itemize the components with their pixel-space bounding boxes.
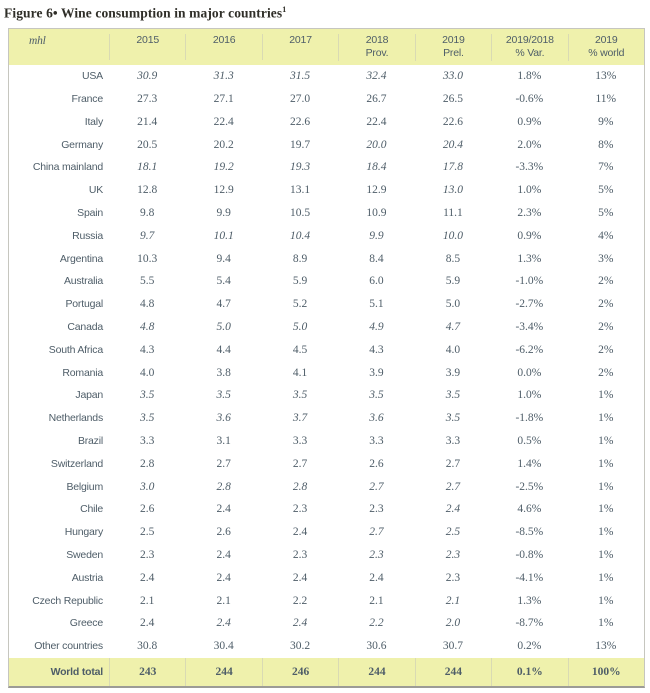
world-share-cell: 1% (598, 548, 614, 561)
table-row (9, 635, 644, 658)
value-cell: 2.4 (216, 617, 231, 630)
value-cell: 2.4 (216, 571, 231, 584)
variation-cell: -1.8% (515, 412, 544, 425)
value-cell: 5.5 (140, 275, 155, 288)
value-cell: 2.3 (292, 503, 308, 516)
value-cell: 30.9 (137, 70, 158, 83)
column-header-5 (415, 34, 491, 61)
value-cell: 8.9 (292, 252, 308, 265)
value-cell: 21.4 (137, 115, 158, 128)
variation-cell: 0.5% (517, 434, 542, 447)
variation-cell: -2.7% (515, 298, 544, 311)
figure-title (0, 0, 650, 28)
value-cell: 12.9 (366, 184, 387, 197)
value-cell: 3.5 (292, 389, 308, 402)
value-cell: 3.5 (216, 389, 231, 402)
world-share-cell: 2% (598, 275, 614, 288)
variation-cell: -3.4% (515, 320, 544, 333)
country-label: Greece (69, 617, 103, 630)
variation-cell: 0.9% (517, 115, 542, 128)
variation-cell: -4.1% (515, 571, 544, 584)
variation-cell: 0.0% (517, 366, 542, 379)
value-cell: 3.5 (140, 412, 155, 425)
value-cell: 2.5 (445, 526, 461, 539)
value-cell: 2.1 (369, 594, 384, 607)
value-cell: 20.4 (442, 138, 463, 151)
variation-cell: 1.0% (517, 389, 542, 402)
column-header-line2: Prov. (365, 47, 389, 60)
country-label: Spain (77, 206, 103, 219)
value-cell: 4.8 (140, 298, 155, 311)
variation-cell: 0.2% (517, 640, 542, 653)
value-cell: 32.4 (366, 70, 387, 83)
world-share-cell: 3% (598, 252, 614, 265)
table-row (9, 270, 644, 293)
value-cell: 22.6 (442, 115, 463, 128)
value-cell: 4.7 (216, 298, 231, 311)
variation-cell: -2.5% (515, 480, 544, 493)
total-variation-cell: 0.1% (491, 658, 567, 686)
variation-cell: 1.3% (517, 594, 542, 607)
country-label: Canada (67, 320, 103, 333)
country-label: Russia (72, 229, 103, 242)
value-cell: 10.3 (137, 252, 158, 265)
value-cell: 2.5 (140, 526, 155, 539)
value-cell: 19.7 (290, 138, 311, 151)
column-header-line1: 2015 (136, 33, 159, 46)
country-label: Romania (62, 366, 103, 379)
value-cell: 2.3 (445, 571, 461, 584)
column-header-2 (185, 34, 261, 60)
value-cell: 30.2 (290, 640, 311, 653)
country-label: Austria (71, 571, 103, 584)
variation-cell: -1.0% (515, 275, 544, 288)
table-row (9, 612, 644, 635)
value-cell: 2.6 (369, 457, 384, 470)
world-share-cell: 1% (598, 503, 614, 516)
column-header-line2: Prel. (443, 47, 464, 60)
value-cell: 2.7 (369, 526, 384, 539)
value-cell: 5.4 (216, 275, 231, 288)
country-label: Argentina (59, 252, 103, 265)
figure-title-footnote-marker: 1 (282, 5, 287, 14)
world-share-cell: 1% (598, 389, 614, 402)
value-cell: 4.1 (292, 366, 308, 379)
value-cell: 30.4 (213, 640, 234, 653)
table-row (9, 224, 644, 247)
value-cell: 2.7 (445, 457, 461, 470)
value-cell: 2.3 (369, 503, 384, 516)
value-cell: 27.1 (213, 92, 234, 105)
table-footer (9, 658, 644, 686)
value-cell: 2.4 (216, 503, 231, 516)
value-cell: 30.8 (137, 640, 158, 653)
value-cell: 3.5 (140, 389, 155, 402)
value-cell: 3.9 (369, 366, 384, 379)
value-cell: 33.0 (442, 70, 463, 83)
world-share-cell: 13% (595, 70, 617, 83)
value-cell: 9.9 (369, 229, 384, 242)
table-row (9, 88, 644, 111)
value-cell: 2.4 (216, 548, 231, 561)
world-share-cell: 5% (598, 206, 614, 219)
variation-cell: 1.8% (517, 70, 542, 83)
value-cell: 9.8 (140, 206, 155, 219)
table-row (9, 202, 644, 225)
column-header-7 (568, 34, 644, 61)
table-row (9, 293, 644, 316)
column-header-line1: 2017 (289, 33, 312, 46)
value-cell: 5.9 (445, 275, 461, 288)
country-label: Netherlands (48, 412, 103, 425)
variation-cell: 2.3% (517, 206, 542, 219)
value-cell: 3.0 (140, 480, 155, 493)
value-cell: 8.4 (369, 252, 384, 265)
value-cell: 2.7 (216, 457, 231, 470)
value-cell: 2.4 (140, 617, 155, 630)
column-header-line2: % Var. (515, 47, 545, 60)
variation-cell: -0.6% (515, 92, 544, 105)
value-cell: 2.3 (369, 548, 384, 561)
value-cell: 8.5 (445, 252, 461, 265)
variation-cell: 1.0% (517, 184, 542, 197)
column-header-1 (109, 34, 185, 60)
world-share-cell: 1% (598, 434, 614, 447)
world-share-cell: 1% (598, 617, 614, 630)
value-cell: 3.3 (140, 434, 155, 447)
value-cell: 3.5 (445, 389, 461, 402)
world-share-cell: 1% (598, 571, 614, 584)
value-cell: 9.7 (140, 229, 155, 242)
value-cell: 4.5 (292, 343, 308, 356)
value-cell: 9.4 (216, 252, 231, 265)
value-cell: 10.0 (442, 229, 463, 242)
country-label: Czech Republic (32, 594, 103, 607)
table-body (9, 65, 644, 658)
value-cell: 9.9 (216, 206, 231, 219)
value-cell: 18.4 (366, 161, 387, 174)
value-cell: 3.3 (292, 434, 308, 447)
value-cell: 2.3 (292, 548, 308, 561)
value-cell: 4.0 (140, 366, 155, 379)
country-label: France (71, 92, 103, 105)
world-share-cell: 1% (598, 480, 614, 493)
value-cell: 27.0 (290, 92, 311, 105)
variation-cell: 0.9% (517, 229, 542, 242)
value-cell: 12.9 (213, 184, 234, 197)
country-label: Portugal (65, 298, 103, 311)
country-label: South Africa (48, 343, 103, 356)
world-share-cell: 13% (595, 640, 617, 653)
table-row (9, 521, 644, 544)
value-cell: 3.8 (216, 366, 231, 379)
world-share-cell: 2% (598, 298, 614, 311)
value-cell: 2.8 (216, 480, 231, 493)
value-cell: 10.9 (366, 206, 387, 219)
table-row (9, 110, 644, 133)
value-cell: 19.3 (290, 161, 311, 174)
value-cell: 12.8 (137, 184, 158, 197)
world-share-cell: 2% (598, 366, 614, 379)
value-cell: 30.7 (442, 640, 463, 653)
world-share-cell: 2% (598, 343, 614, 356)
table-row (9, 156, 644, 179)
value-cell: 5.0 (292, 320, 308, 333)
unit-label: mhl (29, 34, 46, 47)
total-world-share-cell: 100% (568, 658, 644, 686)
world-share-cell: 5% (598, 184, 614, 197)
country-label: Brazil (77, 434, 103, 447)
country-label: China mainland (32, 161, 103, 174)
value-cell: 19.2 (213, 161, 234, 174)
column-header-line1: 2019/2018 (505, 33, 554, 46)
table-row (9, 179, 644, 202)
value-cell: 26.5 (442, 92, 463, 105)
value-cell: 18.1 (137, 161, 158, 174)
value-cell: 3.7 (292, 412, 308, 425)
column-header-6 (491, 34, 567, 61)
value-cell: 2.2 (292, 594, 308, 607)
value-cell: 2.4 (445, 503, 461, 516)
variation-cell: 1.3% (517, 252, 542, 265)
value-cell: 2.4 (292, 571, 308, 584)
value-cell: 2.1 (216, 594, 231, 607)
value-cell: 3.6 (216, 412, 231, 425)
value-cell: 11.1 (443, 206, 463, 219)
world-share-cell: 9% (598, 115, 614, 128)
value-cell: 4.7 (445, 320, 461, 333)
value-cell: 3.5 (369, 389, 384, 402)
table-row (9, 361, 644, 384)
value-cell: 3.5 (445, 412, 461, 425)
table-row (9, 384, 644, 407)
world-share-cell: 4% (598, 229, 614, 242)
column-header-3 (262, 34, 338, 60)
value-cell: 2.4 (140, 571, 155, 584)
value-cell: 3.3 (445, 434, 461, 447)
value-cell: 13.0 (442, 184, 463, 197)
value-cell: 26.7 (366, 92, 387, 105)
value-cell: 20.5 (137, 138, 158, 151)
value-cell: 31.5 (290, 70, 311, 83)
value-cell: 2.6 (216, 526, 231, 539)
variation-cell: 4.6% (517, 503, 542, 516)
value-cell: 10.5 (290, 206, 311, 219)
value-cell: 4.8 (140, 320, 155, 333)
column-header-line1: 2018 (365, 33, 389, 46)
value-cell: 2.4 (292, 526, 308, 539)
variation-cell: -8.7% (515, 617, 544, 630)
value-cell: 2.7 (369, 480, 384, 493)
value-cell: 4.4 (216, 343, 231, 356)
value-cell: 2.8 (292, 480, 308, 493)
country-label: Australia (63, 275, 103, 288)
value-cell: 3.1 (216, 434, 231, 447)
wine-consumption-table (8, 28, 645, 688)
value-cell: 2.4 (292, 617, 308, 630)
country-label: Switzerland (50, 457, 103, 470)
variation-cell: -3.3% (515, 161, 544, 174)
value-cell: 2.4 (369, 571, 384, 584)
value-cell: 3.9 (445, 366, 461, 379)
country-label: Other countries (34, 640, 103, 653)
world-share-cell: 1% (598, 526, 614, 539)
table-header (9, 29, 644, 65)
column-header-line1: 2016 (212, 33, 236, 46)
value-cell: 17.8 (442, 161, 463, 174)
variation-cell: -8.5% (515, 526, 544, 539)
value-cell: 20.0 (366, 138, 387, 151)
world-share-cell: 1% (598, 412, 614, 425)
value-cell: 2.6 (140, 503, 155, 516)
world-total-label: World total (50, 665, 103, 678)
value-cell: 31.3 (213, 70, 234, 83)
total-value-cell: 246 (262, 658, 338, 686)
value-cell: 30.6 (366, 640, 387, 653)
value-cell: 2.7 (292, 457, 308, 470)
value-cell: 5.1 (369, 298, 384, 311)
value-cell: 2.0 (445, 617, 461, 630)
value-cell: 5.0 (216, 320, 231, 333)
variation-cell: -6.2% (515, 343, 544, 356)
value-cell: 3.6 (369, 412, 384, 425)
value-cell: 5.9 (292, 275, 308, 288)
variation-cell: -0.8% (515, 548, 544, 561)
table-row (9, 452, 644, 475)
column-header-4 (338, 34, 414, 61)
country-label: USA (82, 70, 103, 83)
table-row (9, 65, 644, 88)
value-cell: 3.3 (369, 434, 384, 447)
value-cell: 10.4 (290, 229, 311, 242)
value-cell: 13.1 (290, 184, 311, 197)
figure-title-text: Figure 6• Wine consumption in major countries (4, 5, 283, 21)
variation-cell: 1.4% (517, 457, 542, 470)
value-cell: 4.3 (140, 343, 155, 356)
total-value-cell: 243 (109, 658, 185, 686)
total-value-cell: 244 (415, 658, 491, 686)
total-value-cell: 244 (185, 658, 261, 686)
value-cell: 4.3 (369, 343, 384, 356)
country-label: Belgium (66, 480, 103, 493)
value-cell: 27.3 (137, 92, 158, 105)
value-cell: 22.4 (213, 115, 234, 128)
world-share-cell: 7% (598, 161, 614, 174)
variation-cell: 2.0% (517, 138, 542, 151)
table-row (9, 430, 644, 453)
world-share-cell: 8% (598, 138, 614, 151)
table-row (9, 247, 644, 270)
table-row (9, 316, 644, 339)
world-share-cell: 11% (595, 92, 617, 105)
table-row (9, 338, 644, 361)
value-cell: 2.7 (445, 480, 461, 493)
column-header-line2: % world (588, 47, 625, 60)
value-cell: 6.0 (369, 275, 384, 288)
world-share-cell: 2% (598, 320, 614, 333)
table-row (9, 133, 644, 156)
value-cell: 4.9 (369, 320, 384, 333)
country-label: UK (88, 184, 103, 197)
column-header-line1: 2019 (442, 33, 465, 46)
total-value-cell: 244 (338, 658, 414, 686)
country-label: Germany (61, 138, 103, 151)
world-share-cell: 1% (598, 457, 614, 470)
value-cell: 2.1 (140, 594, 155, 607)
value-cell: 2.1 (445, 594, 461, 607)
country-label: Sweden (66, 548, 103, 561)
table-row (9, 589, 644, 612)
table-row (9, 407, 644, 430)
value-cell: 10.1 (213, 229, 234, 242)
value-cell: 2.3 (445, 548, 461, 561)
value-cell: 2.3 (140, 548, 155, 561)
country-label: Italy (84, 115, 103, 128)
value-cell: 22.4 (366, 115, 387, 128)
country-label: Japan (75, 389, 103, 402)
table-row (9, 475, 644, 498)
table-row (9, 544, 644, 567)
value-cell: 20.2 (213, 138, 234, 151)
value-cell: 2.2 (369, 617, 384, 630)
column-header-line1: 2019 (595, 33, 618, 46)
country-label: Chile (80, 503, 103, 516)
table-row (9, 566, 644, 589)
country-label: Hungary (64, 526, 103, 539)
value-cell: 5.2 (292, 298, 308, 311)
value-cell: 4.0 (445, 343, 461, 356)
value-cell: 22.6 (290, 115, 311, 128)
value-cell: 2.8 (140, 457, 155, 470)
world-share-cell: 1% (598, 594, 614, 607)
value-cell: 5.0 (445, 298, 461, 311)
table-row (9, 498, 644, 521)
